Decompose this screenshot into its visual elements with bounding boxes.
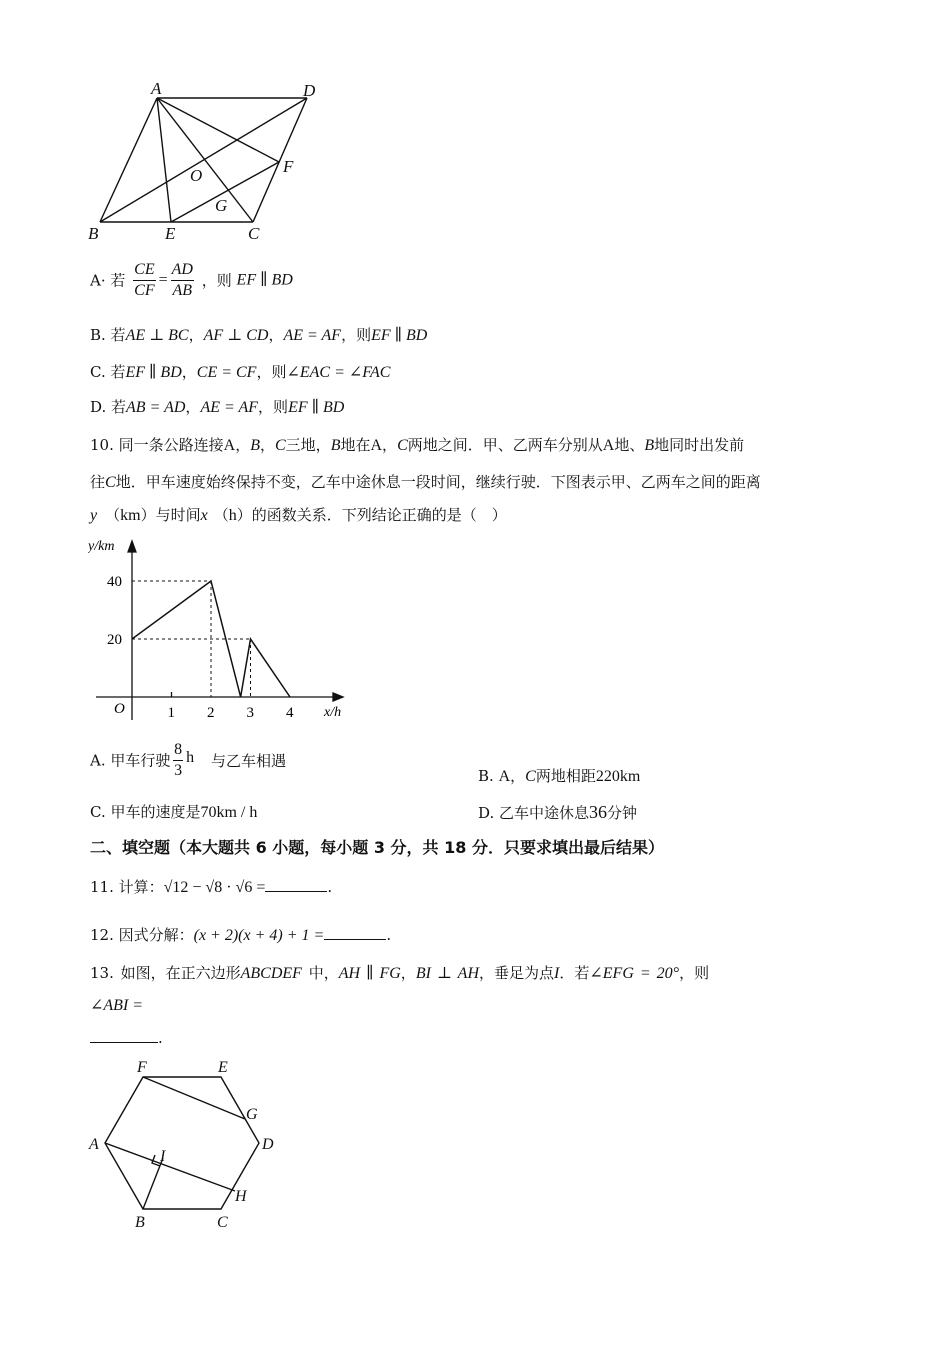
y-axis-label: y/km: [88, 539, 115, 554]
question-13-line-2: ∠ABI =: [90, 997, 144, 1014]
hex-label-B: B: [135, 1214, 145, 1231]
label-C: C: [248, 224, 260, 243]
y-axis-arrow: [128, 541, 136, 552]
section-2-title: 二、填空题（本大题共 6 小题，每小题 3 分，共 18 分．只要求填出最后结果）: [90, 838, 664, 857]
q10-option-d: D. 乙车中途休息36分钟: [478, 802, 638, 822]
x-tick-label-4: 4: [286, 705, 294, 721]
q10-line-1: 10. 同一条公路连接A，B，C三地，B地在A，C两地之间．甲、乙两车分别从A地、B地同时出发前: [90, 436, 745, 454]
x-axis-arrow: [333, 693, 343, 701]
hexagon-figure: [85, 1055, 285, 1235]
question-12: 12. 因式分解：(x + 2)(x + 4) + 1 = .: [90, 926, 392, 944]
label-B: B: [88, 224, 99, 243]
question-13-line-3: .: [90, 1028, 163, 1048]
x-tick-label-2: 2: [207, 705, 215, 721]
question-13-line-1: 13. 如图，在正六边形ABCDEF 中，AH ∥ FG，BI ⊥ AH，垂足为点I．若∠EFG = 20°，则: [90, 964, 710, 982]
label-G: G: [215, 196, 228, 215]
label-D: D: [303, 81, 316, 100]
answer-blank-13[interactable]: [90, 1028, 158, 1043]
q9-option-d: D. 若AB = AD，AE = AF，则EF ∥ BD: [90, 398, 345, 416]
label-A: A: [151, 80, 162, 98]
answer-blank-12[interactable]: [324, 925, 386, 940]
q9-option-a: A· 若 $\frac{CE}{CF}$ = $\frac{AD}{AB}$ ，则 EF ∥ BD: [90, 261, 293, 299]
x-tick-label-1: 1: [167, 705, 175, 721]
q9-option-b: B. 若AE ⊥ BC，AF ⊥ CD，AE = AF，则EF ∥ BD: [90, 326, 428, 344]
hex-label-A: A: [89, 1136, 99, 1153]
x-axis-label: x/h: [324, 705, 342, 720]
hex-label-H: H: [235, 1188, 247, 1205]
hex-label-G: G: [246, 1106, 258, 1123]
q10-line-3: y （km）与时间x （h）的函数关系．下列结论正确的是（ ）: [90, 506, 507, 524]
fraction-8-3: $\frac{8}{3}$: [174, 741, 183, 779]
hex-label-I: I: [160, 1148, 166, 1165]
label-O: O: [190, 166, 203, 185]
label-E: E: [165, 224, 176, 243]
hex-label-D: D: [262, 1136, 274, 1153]
x-tick-label-3: 3: [246, 705, 254, 721]
hex-label-F: F: [137, 1059, 147, 1076]
hex-label-E: E: [218, 1059, 228, 1076]
origin-label: O: [114, 701, 125, 717]
fraction-ad-ab: $\frac{AD}{AB}$: [171, 261, 193, 299]
distance-time-chart: [88, 535, 353, 725]
question-11: 11. 计算：√12 − √8 · √6 = .: [90, 878, 333, 896]
q10-line-2: 往C地．甲车速度始终保持不变，乙车中途休息一段时间，继续行驶．下图表示甲、乙两车之间的距离: [90, 473, 761, 491]
answer-blank-11[interactable]: [265, 877, 327, 892]
q10-option-a: A. 甲车行驶 $\frac{8}{3}$ h 与乙车相遇: [90, 741, 286, 779]
q10-option-b: B. A，C两地相距220km: [478, 767, 641, 785]
hex-label-C: C: [217, 1214, 228, 1231]
y-tick-label-40: 40: [107, 574, 122, 590]
label-F: F: [283, 157, 294, 176]
parallelogram-figure: [85, 80, 325, 245]
y-tick-label-20: 20: [107, 632, 122, 648]
q10-option-c: C. 甲车的速度是70km / h: [90, 803, 258, 821]
q9-option-c: C. 若EF ∥ BD，CE = CF，则∠EAC = ∠FAC: [90, 363, 391, 381]
fraction-ce-cf: $\frac{CE}{CF}$: [134, 261, 155, 299]
